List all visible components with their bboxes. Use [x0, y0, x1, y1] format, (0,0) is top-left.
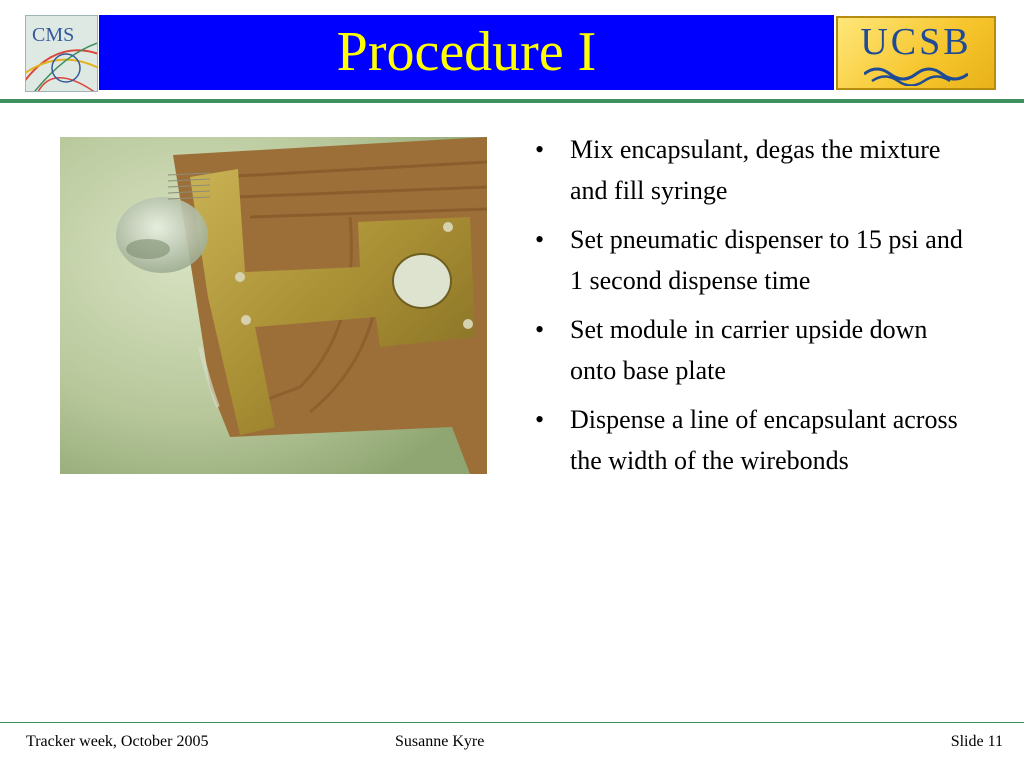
module-photo [60, 137, 487, 474]
bullet-glyph: • [535, 225, 545, 254]
slide-header [0, 0, 1024, 100]
ucsb-logo-text: UCSB [860, 21, 972, 63]
cms-logo-text: CMS [32, 24, 75, 46]
bullet-list [535, 130, 965, 490]
footer-rule [0, 722, 1024, 723]
bullet-glyph: • [535, 135, 545, 164]
bullet-text: Set pneumatic dispenser to 15 psi and 1 second dispense time [570, 225, 963, 295]
footer-event: Tracker week, October 2005 [26, 733, 209, 750]
bullet-glyph: • [535, 405, 545, 434]
bullet-item [535, 400, 965, 481]
footer-slide-number: Slide 11 [950, 733, 1003, 750]
bullet-text: Dispense a line of encapsulant across the width of the wirebonds [570, 405, 958, 475]
footer-author: Susanne Kyre [395, 733, 485, 750]
ucsb-logo [836, 16, 996, 90]
bullet-text: Mix encapsulant, degas the mixture and fill syringe [570, 135, 941, 205]
wave-icon [864, 62, 968, 86]
cms-logo [25, 15, 98, 92]
bullet-item [535, 310, 965, 391]
bullet-item [535, 220, 965, 301]
slide-title: Procedure I [336, 21, 597, 83]
bullet-item [535, 130, 965, 211]
bullet-glyph: • [535, 315, 545, 344]
header-rule [0, 99, 1024, 103]
bullet-text: Set module in carrier upside down onto base plate [570, 315, 928, 385]
